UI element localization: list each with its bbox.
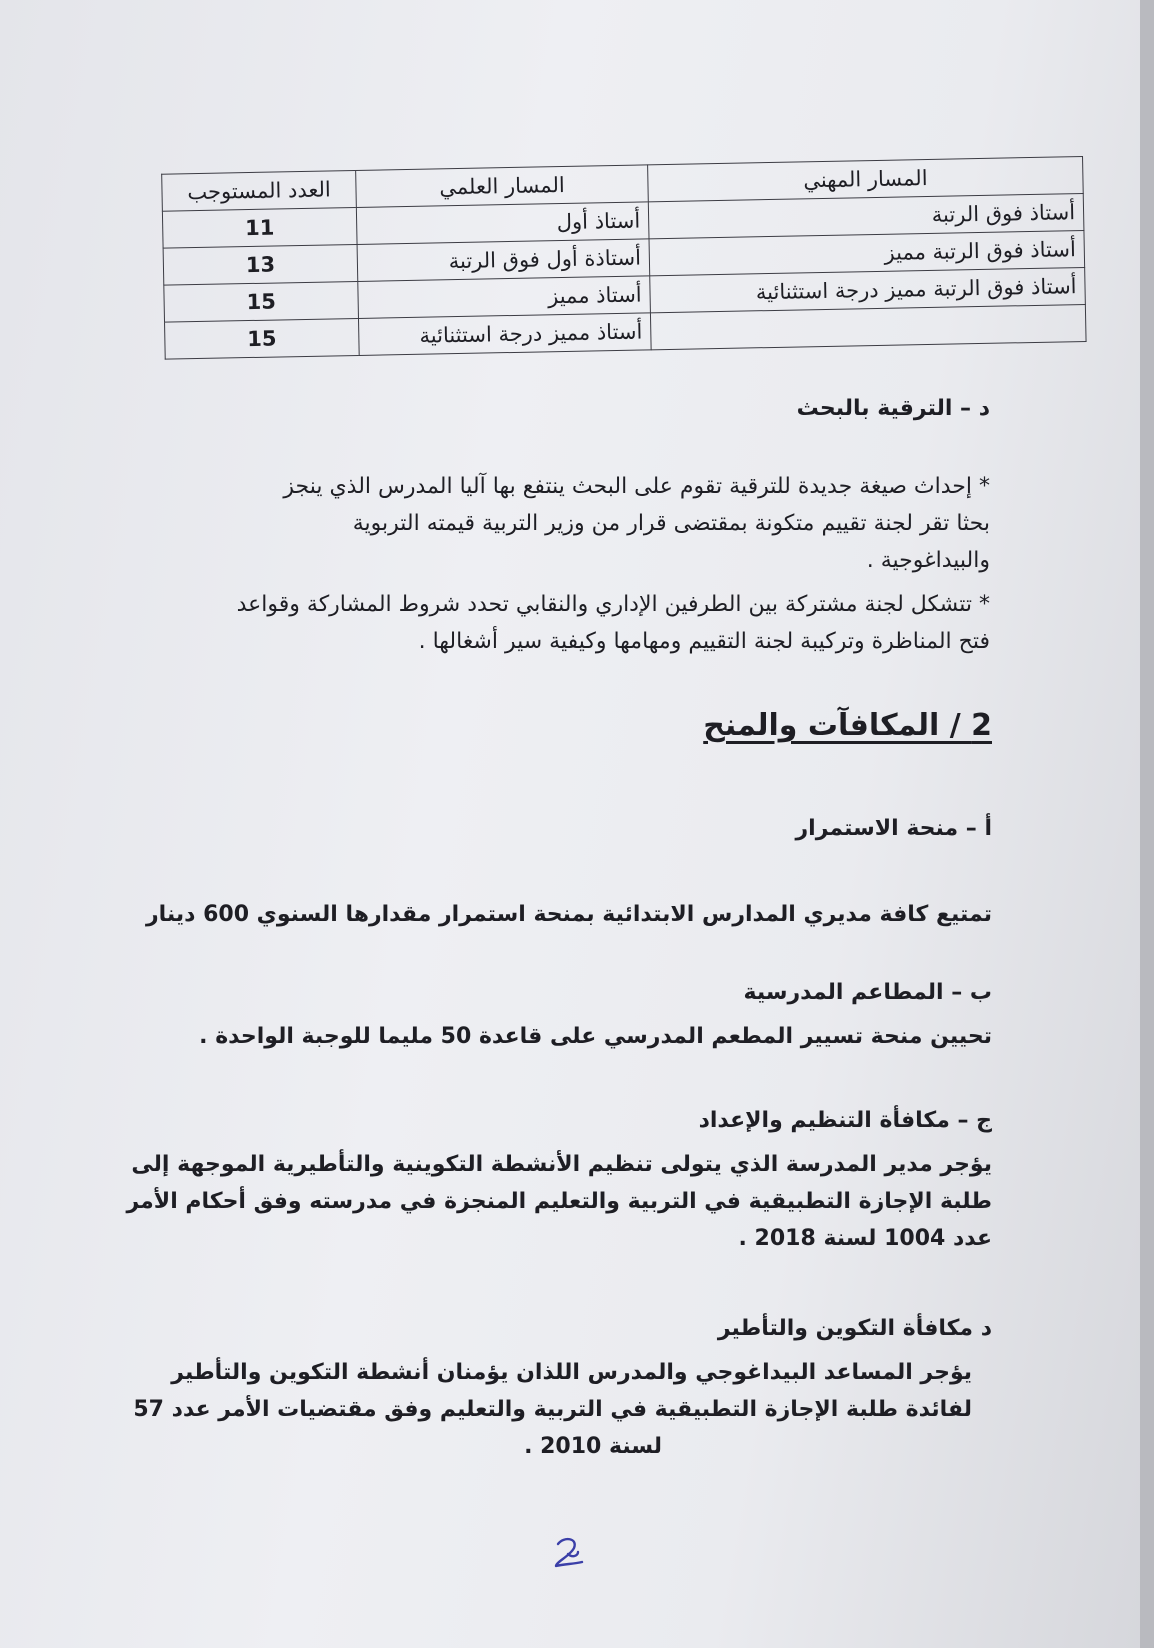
training-bonus-heading: د مكافأة التكوين والتأطير [717, 1316, 992, 1341]
school-canteens-text: تحيين منحة تسيير المطعم المدرسي على قاعدة 50 مليما للوجبة الواحدة . [199, 1024, 992, 1049]
section-2-heading: 2 / المكافآت والمنح [703, 708, 992, 743]
training-bonus-text [133, 1354, 972, 1465]
organization-bonus-heading: ج – مكافأة التنظيم والإعداد [698, 1108, 992, 1133]
cell-scientific: أستاذ مميز [358, 276, 651, 319]
paragraph-line: لسنة 2010 . [524, 1434, 662, 1459]
school-canteens-heading: ب – المطاعم المدرسية [743, 980, 992, 1005]
paragraph-line: عدد 1004 لسنة 2018 . [738, 1226, 992, 1251]
cell-count: 11 [162, 207, 357, 248]
cell-scientific: أستاذ مميز درجة استثنائية [359, 313, 652, 356]
paragraph-line: والبيداغوجية . [866, 548, 990, 573]
header-required-count: العدد المستوجب [162, 170, 357, 211]
handwritten-page-number-mark [548, 1532, 588, 1572]
cell-scientific: أستاذة أول فوق الرتبة [357, 239, 650, 282]
research-heading: د – الترقية بالبحث [796, 396, 990, 421]
cell-professional: أستاذ فوق الرتبة مميز [649, 230, 1085, 275]
cell-professional [650, 304, 1086, 349]
paragraph-line: لفائدة طلبة الإجازة التطبيقية في التربية والتعليم وفق مقتضيات الأمر عدد 57 [133, 1397, 972, 1422]
header-scientific-track: المسار العلمي [356, 165, 649, 208]
header-professional-track: المسار المهني [648, 157, 1084, 202]
paragraph-line: طلبة الإجازة التطبيقية في التربية والتعليم المنجزة في مدرسته وفق أحكام الأمر [126, 1189, 992, 1214]
cell-professional: أستاذ فوق الرتبة مميز درجة استثنائية [650, 267, 1086, 312]
organization-bonus-text [127, 1146, 993, 1257]
cell-scientific: أستاذ أول [356, 202, 649, 245]
continuity-grant-heading: أ – منحة الاستمرار [795, 816, 992, 841]
paragraph-line: * تتشكل لجنة مشتركة بين الطرفين الإداري والنقابي تحدد شروط المشاركة وقواعد [236, 592, 990, 617]
paragraph-line: بحثا تقر لجنة تقييم متكونة بمقتضى قرار من وزير التربية قيمته التربوية [352, 511, 990, 536]
promotion-table [161, 156, 1086, 360]
cell-count: 13 [163, 244, 358, 285]
research-paragraph-2 [237, 586, 990, 660]
research-paragraph-1 [283, 468, 990, 579]
continuity-grant-text: تمتيع كافة مديري المدارس الابتدائية بمنحة استمرار مقدارها السنوي 600 دينار [145, 902, 992, 927]
paragraph-line: * إحداث صيغة جديدة للترقية تقوم على البحث ينتفع بها آليا المدرس الذي ينجز [283, 474, 990, 499]
paragraph-line: فتح المناظرة وتركيبة لجنة التقييم ومهامها وكيفية سير أشغالها . [418, 629, 990, 654]
cell-count: 15 [164, 281, 359, 322]
cell-count: 15 [165, 318, 360, 359]
paragraph-line: يؤجر المساعد البيداغوجي والمدرس اللذان يؤمنان أنشطة التكوين والتأطير [171, 1360, 972, 1385]
cell-professional: أستاذ فوق الرتبة [648, 194, 1084, 239]
paper-edge [1140, 0, 1154, 1648]
paragraph-line: يؤجر مدير المدرسة الذي يتولى تنظيم الأنشطة التكوينية والتأطيرية الموجهة إلى [131, 1152, 992, 1177]
